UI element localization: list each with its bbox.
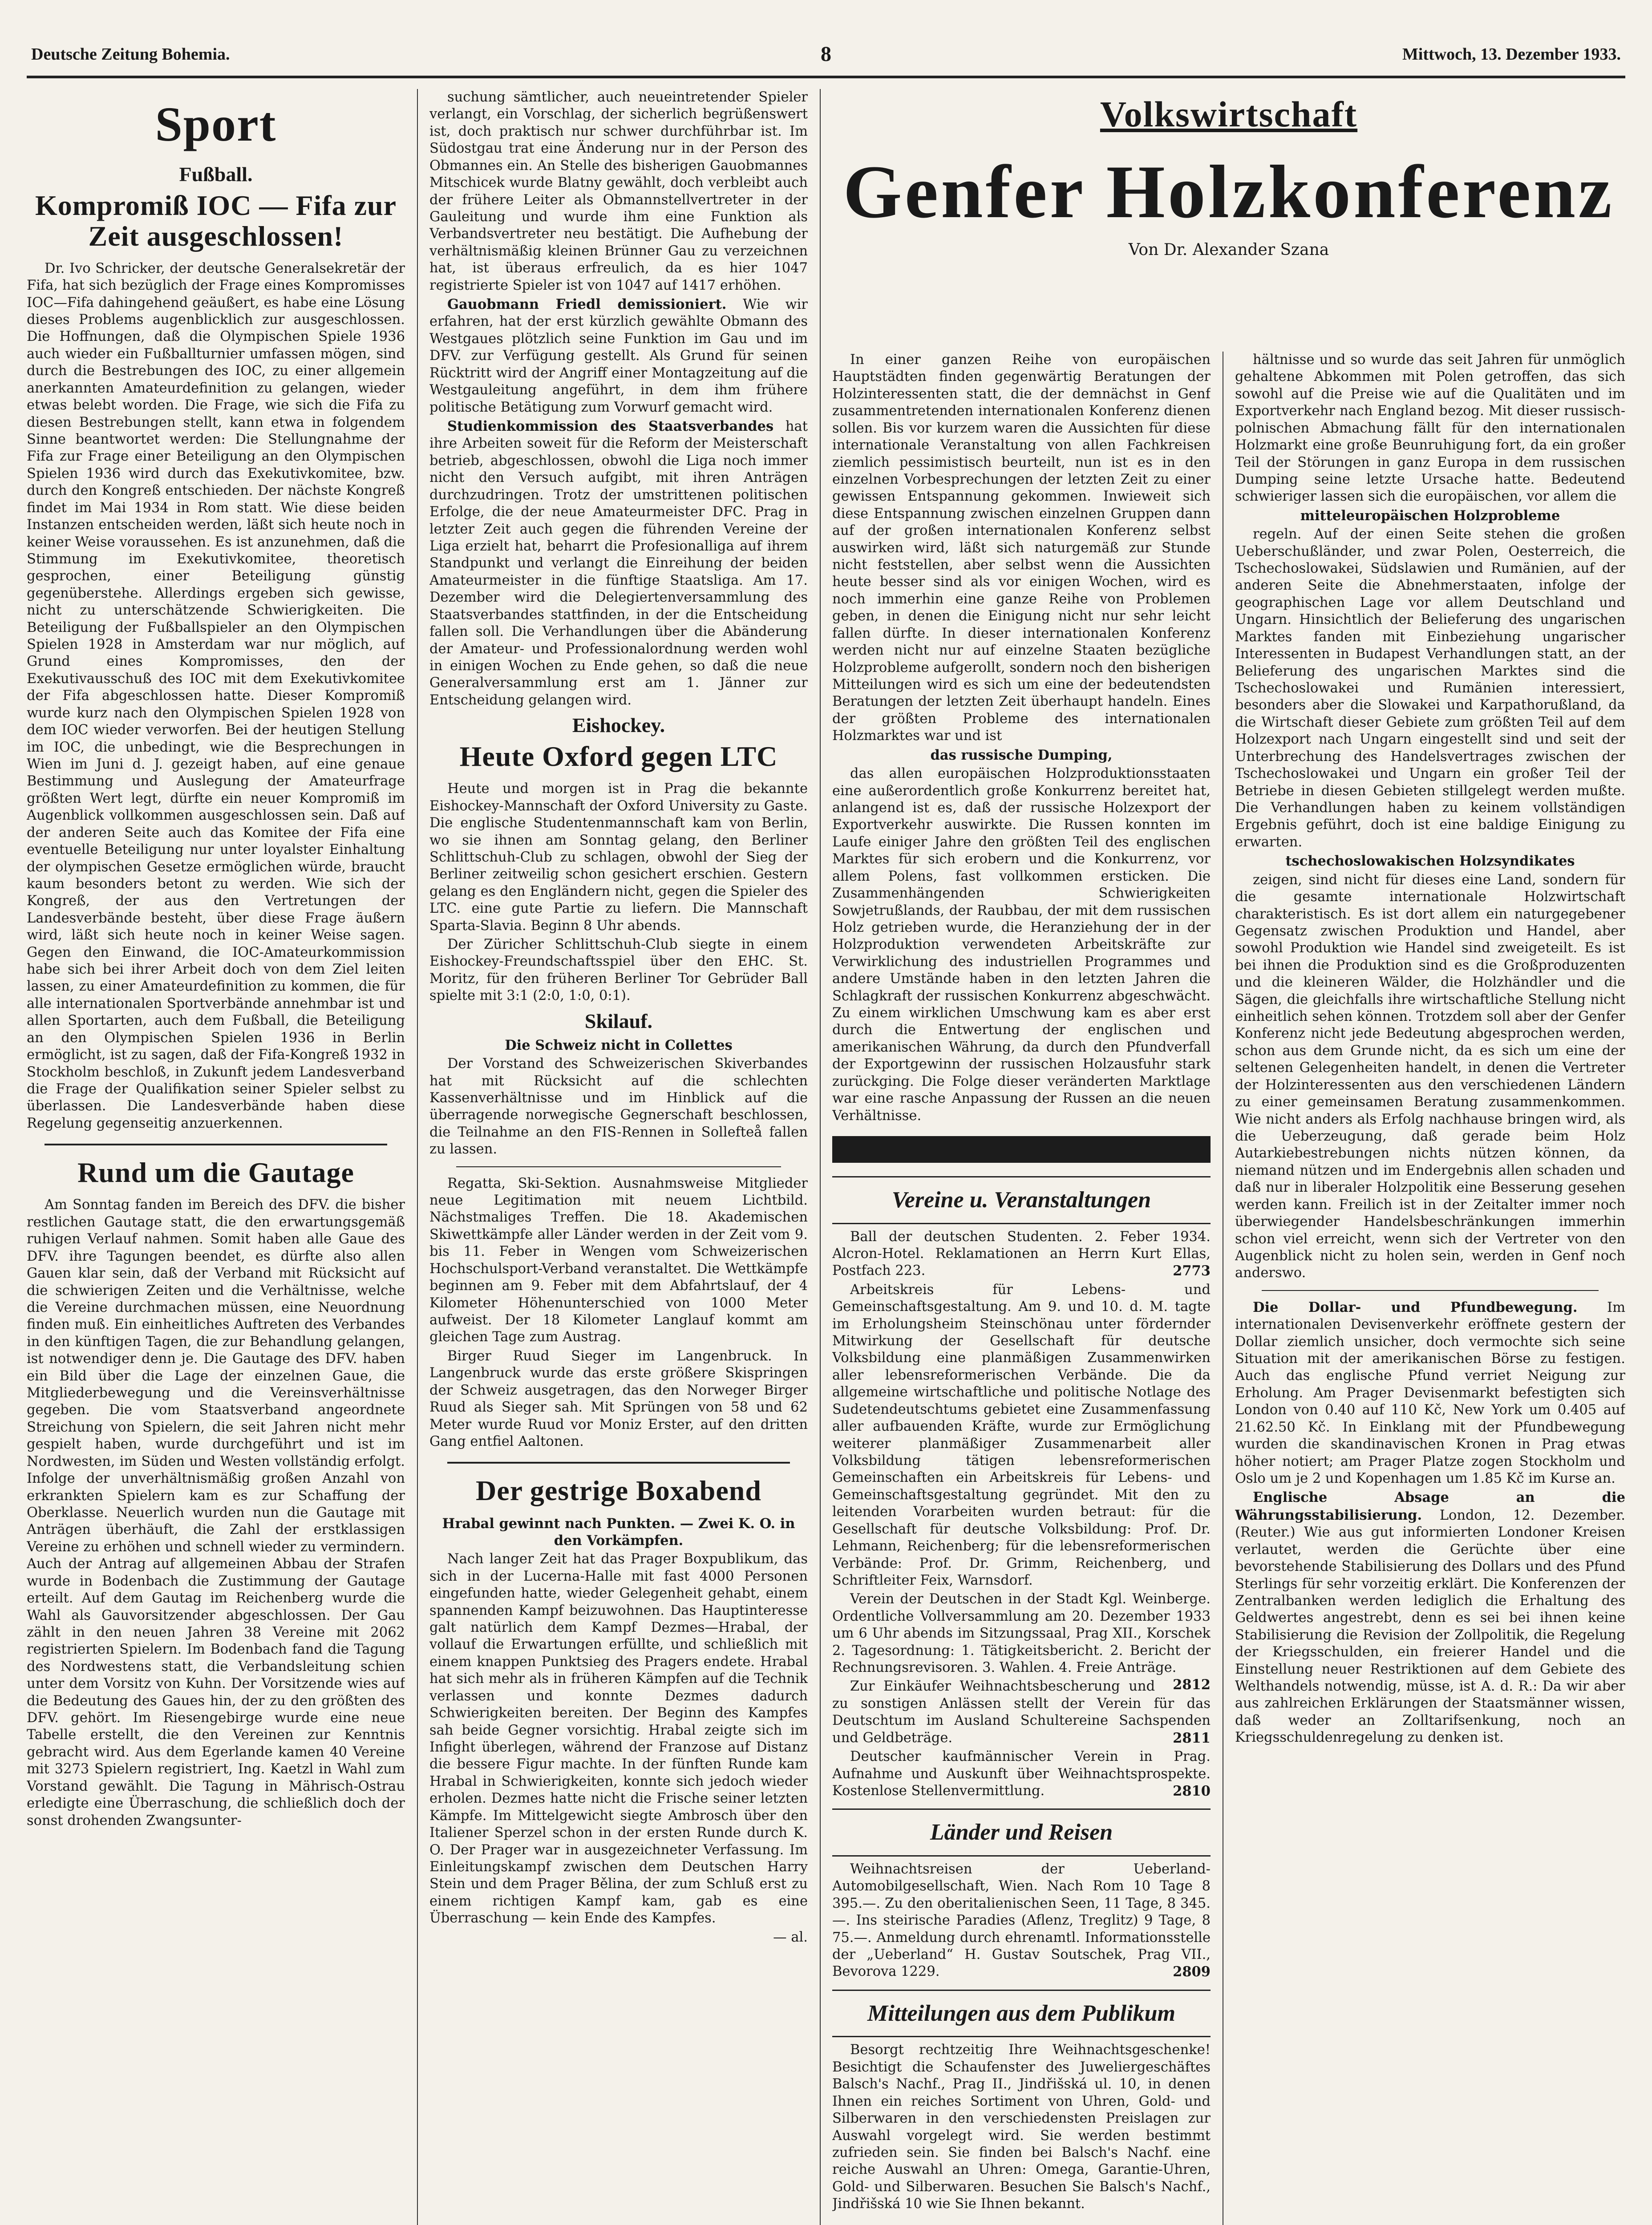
ad-number: 2773 (1173, 1263, 1211, 1279)
article-regatta-text: Regatta, Ski-Sektion. Ausnahmsweise Mitglieder neue Legitimation mit neuem Lichtbild. Nächstmaliges Treffen. Die 18. Akademischen Skiwettkämpfe aller Länder werden in der Zeit vom 9. bis 11. Feber in Wengen vom Schweizerischen Hochschulsport-Verband veranstaltet. Die Wettkämpfe beginnen am 9. Feber mit dem Abfahrtslauf, der 4 Kilometer Höhenunterschied von 1000 Meter aufweist. Der 18 Kilometer Langlauf kommt am gleichen Tage zum Austrag. (429, 1175, 808, 1345)
heading-laender-reisen: Länder und Reisen (832, 1808, 1211, 1857)
mitteleuropa-heading: mitteleuropäischen Holzprobleme (1300, 507, 1560, 524)
ad-number: 2810 (1173, 1783, 1211, 1799)
column-economy-left (832, 352, 1211, 2225)
holzsyndikat-heading: tschechoslowakischen Holzsyndikates (1285, 853, 1575, 870)
mitteilungen-text: Besorgt rechtzeitig Ihre Weihnachtsgeschenke! Besichtigt die Schaufenster des Juweliergeschäftes Balsch's Nachf., Prag II., Jindřišská ul. 10, in denen Ihnen ein reiches Sortiment von Uhren, Gold- und Silberwaren in den verschiedensten Preislagen zur Auswahl vorgelegt wird. Sie werden bestimmt zufrieden sein. Sie finden bei Balsch's Nachf. eine reiche Auswahl an Uhren: Omega, Garantie-Uhren, Gold- und Silberwaren. Besuchen Sie Balsch's Nachf., Jindřišská 10 wie Sie Ihnen bekannt. (832, 2042, 1211, 2212)
economy-banner (832, 93, 1625, 263)
black-divider-bar (832, 1136, 1211, 1163)
subsection-eishockey: Eishockey. (572, 714, 665, 737)
weihnacht-text: Zur Einkäufer Weihnachtsbescherung und zu sonstigen Anlässen stellt der Verein für das Deutschtum im Ausland Schultereine Sachspenden und Geldbeträge. (832, 1679, 1211, 1746)
masthead-date: Mittwoch, 13. Dezember 1933. (1402, 45, 1621, 64)
section-title-sport: Sport (155, 97, 277, 151)
column-rule (417, 89, 418, 2225)
article-birger-ruud-text: Birger Ruud Sieger im Langenbruck. In Langenbruck wurde das erste größere Skispringen der Schweiz ausgetragen, das den Norweger Birger Ruud als Sieger sah. Mit Sprüngen von 58 und 62 Meter wurde Ruud vor Moniz Erster, auf den dritten Gang entfiel Aaltonen. (429, 1348, 808, 1449)
headline-ioc-fifa: Kompromiß IOC — Fifa zur Zeit ausgeschlossen! (35, 189, 397, 252)
subsection-skilauf: Skilauf. (584, 1009, 653, 1032)
section-title-economy: Volkswirtschaft (1100, 94, 1358, 134)
heading-mitteilungen: Mitteilungen aus dem Publikum (832, 1990, 1211, 2038)
article-gautage-continued: suchung sämtlicher, auch neueintretender Spieler verlangt, ein Vorschlag, der sicherlich begrüßenswert ist, doch praktisch nur schwer durchführbar ist. Im Südostgau trat eine Änderung nur in der Person des Obmannes ein. An Stelle des bisherigen Gauobmannes Mitschicek wurde Blatny gewählt, doch verbleibt auch der frühere Leiter als Obmannstellvertreter in der Gauleitung und wurde ihm eine Funktion als Verbandsvertreter neu bestätigt. Die Aufhebung der verhältnismäßig kleinen Brünner Gau zu verzeichnen hat, ist überaus erfreulich, da es hier 1047 registrierte Spieler ist von 1047 auf 1417 erhöhen. (429, 89, 808, 293)
byline: Von Dr. Alexander Szana (1128, 241, 1329, 259)
column-sport (27, 89, 405, 2225)
friedl-text: Wie wir erfahren, hat der erst kürzlich gewählte Obmann des Westgaues plötzlich seine Funktion im Gau und im DFV. zur Verfügung gestellt. Als Grund für seinen Rücktritt wird der Angriff einer Montagzeitung auf die Westgauleitung angeführt, in dem ihm frühere politische Betätigung zum Vorwurf gemacht wird. (429, 297, 808, 415)
article-holzsyndikat-text: zeigen, sind nicht für dieses eine Land, sondern für die gesamte internationale Holzwirtschaft charakteristisch. Es ist dort allem ein naturgegebener Gegensatz zwischen Produktion und Handel, aber sowohl Produktion wie Handel sind zweigeteilt. Es ist bei ihnen die Produktion sind es die Großproduzenten und die kleineren Wälder, die Holzhändler und die Sägen, die gleichfalls ihre wirtschaftliche Stellung nicht einheitlich sehen können. Trotzdem soll aber der Genfer Konferenz nicht jede Bedeutung abgesprochen werden, schon aus dem Grunde nicht, da es sich um eine der seltenen Gelegenheiten handelt, in denen die Vertreter der Holzinteressenten aus den verschiedenen Ländern zu einer gemeinsamen Beratung zusammenkommen. Wie nicht anders als Erfolg nachhause bringen wird, als die Ueberzeugung, daß gerade beim Holz Autarkiebestrebungen nichts nützen können, da niemand nützen und im Endergebnis allen schaden und daß nur in liberaler Holzpolitik eine Besserung gesehen werden kann. Freilich ist in der Zeitalter immer noch überwiegender Handelsbeschränkungen immerhin schon viel erreicht, wenn sich der Vertreter von den Augenblick nicht zu holen sein, werden in Genf noch anderswo. (1235, 872, 1625, 1281)
article-boxabend-text: Nach langer Zeit hat das Prager Boxpublikum, das sich in der Lucerna-Halle mit fast 4000 Personen eingefunden hatte, wieder Gelegenheit gehabt, einem spannenden Kampf beizuwohnen. Das Hauptinteresse galt natürlich dem Kampf Dezmes—Hrabal, der vollauf die Erwartungen erfüllte, und schließlich mit einem knappen Punktsieg des Pragers endete. Hrabal hat sich mehr als in früheren Kämpfen auf die Technik verlassen und konnte Dezmes dadurch Schwierigkeiten bereiten. Der Beginn des Kampfes sah beide Gegner vorsichtig. Hrabal zeigte sich im Infight überlegen, während der Franzose auf Distanz die bessere Figur machte. In der fünften Runde kam Hrabal in Schwierigkeiten, konnte sich jedoch wieder erholen. Dezmes hatte nicht die Frische seiner letzten Kämpfe. Im Mittelgewicht siegte Ambrosch über den Italiener Sperzel schon in der ersten Runde durch K. O. Der Prager war in ausgezeichneter Verfassung. Im Einleitungskampf zwischen dem Deutschen Harry Stein und dem Prager Bělina, der zum Schluß erst zu einem richtigen Kampf kam, gab es eine Überraschung — kein Ende des Kampfes. (429, 1551, 808, 1926)
article-ioc-fifa-text: Dr. Ivo Schricker, der deutsche Generalsekretär der Fifa, hat sich bezüglich der Frage eines Kompromisses IOC—Fifa dahingehend geäußert, es habe eine Lösung dieses Problems augenblicklich zur ausgeschlossen. Die Hoffnungen, daß die Olympischen Spiele 1936 auch wieder ein Fußballturnier umfassen mögen, sind durch die Bestrebungen des IOC, zu einer allgemein anerkannten Amateurdefinition zu gelangen, wieder etwas belebt worden. Die Frage, wie sich die Fifa zu diesen Bestrebungen stellt, kann etwa in folgendem Sinne beantwortet werden: Die Stellungnahme der Fifa zur Frage einer Beteiligung an den Olympischen Spielen 1936 wird durch das Exekutivkomitee, bzw. durch den Kongreß entschieden. Der nächste Kongreß findet im Mai 1934 in Rom statt. Wie diese beiden Instanzen entscheiden werden, läßt sich heute noch in keiner Weise voraussehen. Es ist anzunehmen, daß die Stimmung im Exekutivkomitee, theoretisch gesprochen, einer Beteiligung günstig gegenüberstehe. Allerdings ergeben sich gewisse, nicht zu unterschätzende Schwierigkeiten. Die Beteiligung der Fußballspieler an den Olympischen Spielen 1928 in Amsterdam war nur möglich, auf Grund eines Kompromisses, den der Exekutivausschuß des IOC mit dem Exekutivkomitee der Fifa abgeschlossen hatte. Dieser Kompromiß wurde kurz nach den Olympischen Spielen 1928 von dem IOC wieder verworfen. Bei der heutigen Stellung im IOC, die unbedingt, wie die Besprechungen in Wien im Juni d. J. gezeigt haben, auf eine genaue Bestimmung und Auslegung der Amateurfrage größten Wert legt, dürfte ein neuer Kompromiß im Augenblick vollkommen ausgeschlossen sein. Daß auf der anderen Seite auch das Komitee der Fifa eine eventuelle Beteiligung nur unter loyalster Einhaltung der olympischen Gesetze ermöglichen würde, braucht kaum besonders betont zu werden. Wie sich der Kongreß, der aus den Vertretungen der Landesverbände besteht, über diese Frage äußern wird, läßt sich heute noch in keiner Weise sagen. Gegen den Einwand, die IOC-Amateurkommission habe sich bei ihrer Arbeit doch von dem Ziel leiten lassen, zu einer Amateurdefinition zu kommen, die für alle internationalen Sportverbände annehmbar ist und allen Sportarten, auch dem Fußball, die Beteiligung an den Olympischen Spielen 1936 in Berlin ermöglicht, ist zu sagen, daß der Fifa-Kongreß 1932 in Stockholm beschloß, in Zukunft jedem Landesverband die Frage der Qualifikation seiner Spieler selbst zu überlassen. Die Landesverbände haben diese Regelung gegenseitig anzuerkennen. (27, 260, 405, 1131)
column-economy-right (1235, 352, 1625, 2225)
article-ski-text: Der Vorstand des Schweizerischen Skiverbandes hat mit Rücksicht auf die schlechten Kassenverhältnisse und im Hinblick auf die überragende norwegische Gegnerschaft beschlossen, die Teilnahme an den FIS-Rennen in Sollefteå fallen zu lassen. (429, 1056, 808, 1157)
laender-reisen-text: Weihnachtsreisen der Ueberland-Automobilgesellschaft, Wien. Nach Rom 10 Tage 8 395.—. Zu den oberitalienischen Seen, 11 Tage, 8 345.—. Ins steirische Paradies (Aflenz, Treglitz) 9 Tage, 8 75.—. Anmeldung durch ehrenamtl. Informationsstelle der „Ueberland“ H. Gustav Soutschek, Prag VII., Bevorova 1229. (832, 1861, 1211, 1980)
article-zurich-text: Der Züricher Schlittschuh-Club siegte in einem Eishockey-Freundschaftsspiel über den EHC. St. Moritz, für den früheren Berliner Tor Gebrüder Ball spielte mit 3:1 (2:0, 1:0, 0:1). (429, 937, 808, 1004)
headline-gautage: Rund um die Gautage (77, 1157, 354, 1189)
dollar-text: Im internationalen Devisenverkehr eröffnete gestern der Dollar ziemlich unsicher, doch vermochte sich seine Situation mit der amerikanischen Börse zu festigen. Auch das englische Pfund verriet Neigung zur Erholung. Am Prager Devisenmarkt befestigten sich London von 0.40 auf 110 Kč, New York um 0.405 auf 21.62.50 Kč. In Einklang mit der Pfundbewegung wurden die skandinavischen Kronen in Prag etwas höher notiert; am Prager Platze zogen Stockholm und Oslo um je 2 und Kopenhagen um 1.85 Kč im Kurse an. (1235, 1299, 1625, 1486)
headline-genfer-holzkonferenz: Genfer Holzkonferenz (843, 150, 1615, 234)
heading-vereine: Vereine u. Veranstaltungen (832, 1176, 1211, 1224)
englische-absage-heading: Englische Absage an die Währungsstabilisierung. (1235, 1489, 1625, 1523)
column-sport-continued (429, 89, 808, 2225)
ball-text: Ball der deutschen Studenten. 2. Feber 1934. Alcron-Hotel. Reklamationen an Herrn Kurt Ellas, Postfach 223. (832, 1229, 1211, 1279)
kaufmaennischer-verein-text: Deutscher kaufmännischer Verein in Prag. Aufnahme und Auskunft über Weihnachtsprospekte. Kostenlose Stellenvermittlung. (832, 1749, 1211, 1799)
studienkommission-text: hat ihre Arbeiten soweit für die Reform der Meisterschaft betrieb, abgeschlossen, obwohl die Liga noch immer nicht den Versuch aufgibt, mit ihren Anträgen durchzudringen. Trotz der umstrittenen politischen Erfolge, die der neue Amateurmeister DFC. Prag in letzter Zeit auch gegen die führenden Vereine der Liga erzielt hat, beharrt die Profesionalliga auf ihrem Standpunkt und verlangt die Einreihung der beiden Amateurmeister in die fünftige Staatsliga. Am 17. Dezember wird die Delegiertenversammlung des Staatsverbandes stattfinden, in der die Entscheidung fallen soll. Die Verhandlungen über die Abänderung der Amateur- und Professionalordnung werden wohl in einigen Wochen zu Ende gehen, so daß die neue Generalversammlung erst am 1. Jänner zur Entscheidung gelangen wird. (429, 419, 808, 708)
arbeitskreis-text: Arbeitskreis für Lebens- und Gemeinschaftsgestaltung. Am 9. und 10. d. M. tagte im Erholungsheim Steinschönau unter fördernder Mitwirkung der Gesellschaft für deutsche Volksbildung eine planmäßigen Zusammenwirken aller lebensreformerischen Verbände. Die da allgemeine wirtschaftliche und politische Notlage des Sudetendeutschtums gebietet eine Zusammenfassung aller aufbauenden Kräfte, wurde zur Ermöglichung weiterer planmäßiger Zusammenarbeit aller Volksbildung tätigen lebensreformerischen Gemeinschaften ein Arbeitskreis für Lebens- und Gemeinschaftsgestaltung gegründet. Mit den zu leitenden Vorarbeiten wurden betraut: für die Gesellschaft für deutsche Volksbildung: Prof. Dr. Lehmann, Reichenberg; für die lebensreformerischen Verbände: Prof. Dr. Grimm, Reichenberg, und Schriftleiter Feix, Warnsdorf. (832, 1282, 1211, 1588)
boxabend-subheading: Hrabal gewinnt nach Punkten. — Zwei K. O. in den Vorkämpfen. (442, 1515, 795, 1549)
masthead-paper-name: Deutsche Zeitung Bohemia. (31, 45, 230, 64)
article-holzkonferenz-text: In einer ganzen Reihe von europäischen Hauptstädten finden gegenwärtig Beratungen der Holzinteressenten statt, die der demnächst in Genf zusammentretenden internationalen Konferenz dienen sollen. Bis vor kurzem waren die Aussichten für diese internationale Veranstaltung von allen Fachkreisen ziemlich pessimistisch beurteilt, nun ist es in den einzelnen Vorbesprechungen der letzten Zeit zu einer gewissen Entspannung gekommen. Inwieweit sich diese Entspannung zwischen einzelnen Gruppen dann auf der großen internationalen Konferenz selbst auswirken wird, läßt sich naturgemäß zur Stunde nicht feststellen, aber selbst wenn die Aussichten heute besser sind als vor einigen Wochen, wird es noch immerhin eine ganze Reihe von Problemen geben, in denen die Einigung nicht nur sehr leicht fallen dürfte. In dieser internationalen Konferenz werden nicht nur auf einzelne Staaten bezügliche Holzprobleme aufgerollt, sondern noch den bisherigen Mitteilungen wird es sich um eine der bedeutendsten Beratungen der letzten Zeit überhaupt handeln. Eines der größten Probleme des internationalen Holzmarktes war und ist (832, 352, 1211, 744)
article-holzkonferenz-continued: hältnisse und so wurde das seit Jahren für unmöglich gehaltene Abkommen mit Polen getroffen, das sich sowohl auf die Preise wie auf die Qualitäten und im Exportverkehr nach England bezog. Mit dieser russisch-polnischen Abmachung fällt für den internationalen Holzmarkt eine große Beunruhigung fort, da ein großer Teil der Störungen in ganz Europa in dem russischen Dumping seine letzte Ursache hatte. Bedeutend schwieriger lassen sich die europäischen, vor allem die (1235, 352, 1625, 505)
dollar-heading: Die Dollar- und Pfundbewegung. (1253, 1299, 1578, 1315)
boxabend-signature: — al. (773, 1929, 808, 1945)
dumping-heading: das russische Dumping, (930, 747, 1113, 763)
studienkommission-heading: Studienkommission des Staatsverbandes (447, 418, 774, 435)
newspaper-page (27, 27, 1625, 2225)
ski-subheading: Die Schweiz nicht in Collettes (505, 1037, 733, 1053)
masthead-page-number: 8 (821, 42, 831, 66)
article-dumping-text: das allen europäischen Holzproduktionsstaaten eine außerordentlich große Konkurrenz bereitet hat, anlangend ist es, daß der russische Holzexport der Exportverkehr auswirkte. Die Russen konnten im Laufe einiger Jahre den größten Teil des englischen Marktes für sich erobern und die Konkurrenz, vor allem Polens, fast vollkommen ersticken. Die Zusammenhängenden Schwierigkeiten Sowjetrußlands, der Raubbau, der mit dem russischen Holz getrieben wurde, die Heranziehung der in der Holzproduktion verwendeten Arbeitskräfte zur Verwirklichung des industriellen Programmes und andere Umstände haben in den letzten Jahren die Schlagkraft der russischen Konkurrenz abgeschwächt. Zu einem wirklichen Umschwung kam es aber erst durch die Entwertung der englischen und amerikanischen Währung, da durch den Pfundverfall der Exportgewinn der russischen Holzausfuhr stark zurückging. Die Folge dieser veränderten Marktlage war eine rasche Anpassung der Russen an die neuen Verhältnisse. (832, 766, 1211, 1124)
article-mitteleuropa-text: regeln. Auf der einen Seite stehen die großen Ueberschußländer, und zwar Polen, Oesterreich, die Tschechoslowakei, Südslawien und Rumänien, auf der anderen Seite die Abnehmerstaaten, infolge der geographischen Lage vor allem Deutschland und Ungarn. Hinsichtlich der Belieferung des ungarischen Marktes fanden mit Einbeziehung ungarischer Interessenten in Budapest Verhandlungen statt, an der Belieferung des ungarischen Marktes sind die Tschechoslowakei und Rumänien interessiert, besonders aber die Slowakei und Karpathorußland, da die Wirtschaft dieser Gebiete zum größten Teil auf dem Holzexport nach Ungarn eingestellt sind und seit der Unterbrechung des Handelsvertrages zwischen der Tschechoslowakei und Ungarn ein großer Teil der Betriebe in diesen Gebieten stillgelegt werden mußte. Die Verhandlungen haben zu keinem vollständigen Ergebnis geführt, doch ist eine baldige Einigung zu erwarten. (1235, 526, 1625, 850)
subsection-football: Fußball. (179, 162, 253, 186)
masthead (27, 27, 1625, 78)
divider (447, 1462, 790, 1464)
verein-weinberge-text: Verein der Deutschen in der Stadt Kgl. Weinberge. Ordentliche Vollversammlung am 20. Dezember 1933 um 6 Uhr abends im Sitzungssaal, Prag XII., Korschek 2. Tagesordnung: 1. Tätigkeitsbericht. 2. Bericht der Rechnungsrevisoren. 3. Wahlen. 4. Freie Anträge. (832, 1591, 1211, 1676)
divider (45, 1144, 387, 1145)
ad-number: 2812 (1173, 1677, 1211, 1693)
englische-absage-text: London, 12. Dezember. (Reuter.) Wie aus gut informierten Londoner Kreisen verlautet, werden die Gerüchte über eine bevorstehende Stabilisierung des Dollars und des Pfund Sterlings für sehr vorzeitig erklärt. Die Konferenzen der Zentralbanken werden lediglich die Erhaltung des Geldwertes angestrebt, denn es sei bei ihnen keine Stabilisierung die Revision der Zollpolitik, die Regelung der Kriegsschulden, ein freierer Handel und die Einstellung neuer Restriktionen auf dem Gebiete des Welthandels notwendig, müsse, ist A. d. R.: Da wir aber aus zahlreichen Erklärungen der Staatsmänner wissen, daß weder an Zolltarifsenkung, noch an Kriegsschuldenregelung zu denken ist. (1235, 1507, 1625, 1746)
article-gautage-text: Am Sonntag fanden im Bereich des DFV. die bisher restlichen Gautage statt, die den erwartungsgemäß ruhigen Verlauf nahmen. Somit haben alle Gaue des DFV. ihre Tagungen beendet, es dürfte also allen Gauen klar sein, daß der Verband mit Rücksicht auf die schwierigen Zeiten und die Verhältnisse, welche die Vereine durchmachen müssen, eine Neuordnung finden muß. Ein einheitliches Auftreten des Verbandes in den künftigen Tagen, die zur Behandlung gelangen, ist notwendiger denn je. Die Gautage des DFV. haben ein Bild über die Lage der einzelnen Gaue, die Mitgliederbewegung und die Vereinsverhältnisse gegeben. Die vom Staatsverband angeordnete Streichung von Spielern, die seit Jahren nicht mehr gespielt haben, wurde durchgeführt und ist im Nordwesten, im Süden und Westen vollständig erfolgt. Infolge der unverhältnismäßig großen Anzahl von erkrankten Spielern kam es zur Schaffung der Oberklasse. Neuerlich wurden nun die Gautage mit Anträgen überhäuft, die Zahl der erstklassigen Vereine zu erhöhen und schnell wieder zu vermindern. Auch der Antrag auf allgemeinen Abbau der Strafen wurde in Bodenbach die Zustimmung der Gautage erteilt. Auf dem Gautag im Reichenberg wurde die Wahl als Gauvorsitzender abgeschlossen. Der Gau zählt in den neuen Jahren 38 Vereine mit 2062 registrierten Spielern. Im Bodenbach fand die Tagung des Nordwestens statt, die Verbandsleitung schien unter dem Vorsitz von Kuhn. Der Vorsitzende wies auf die Bedeutung des Gaues hin, der zu den größten des DFV. gehört. Im Riesengebirge wurde eine neue Tabelle erstellt, die den Vereinen zur Kenntnis gebracht wird. Aus dem Egerlande kamen 40 Vereine mit 3273 Spielern registriert, Ing. Kaetzl in Wahl zum Vorstand gewählt. Die Tagung in Mährisch-Ostrau erledigte eine Überraschung, die schließlich doch der sonst drohenden Zwangsunter- (27, 1197, 405, 1829)
article-oxford-text: Heute und morgen ist in Prag die bekannte Eishockey-Mannschaft der Oxford University zu Gaste. Die englische Studentenmannschaft kam von Berlin, wo sie ihnen am Sonntag gelang, den Berliner Schlittschuh-Club zu schlagen, obwohl der Sieg der Berliner zeitweilig schon gesichert erschien. Gestern gelang es den Engländern nicht, gegen die Spieler des LTC. eine gute Partie zu liefern. Die Mannschaft Sparta-Slavia. Beginn 8 Uhr abends. (429, 781, 808, 934)
ad-number: 2811 (1173, 1730, 1211, 1746)
column-rule (820, 89, 821, 2225)
headline-oxford-ltc: Heute Oxford gegen LTC (459, 740, 778, 773)
headline-boxabend: Der gestrige Boxabend (476, 1475, 761, 1507)
divider (1262, 1290, 1599, 1291)
ad-number: 2809 (1173, 1964, 1211, 1980)
friedl-heading: Gauobmann Friedl demissioniert. (447, 296, 727, 313)
divider (456, 1166, 781, 1167)
